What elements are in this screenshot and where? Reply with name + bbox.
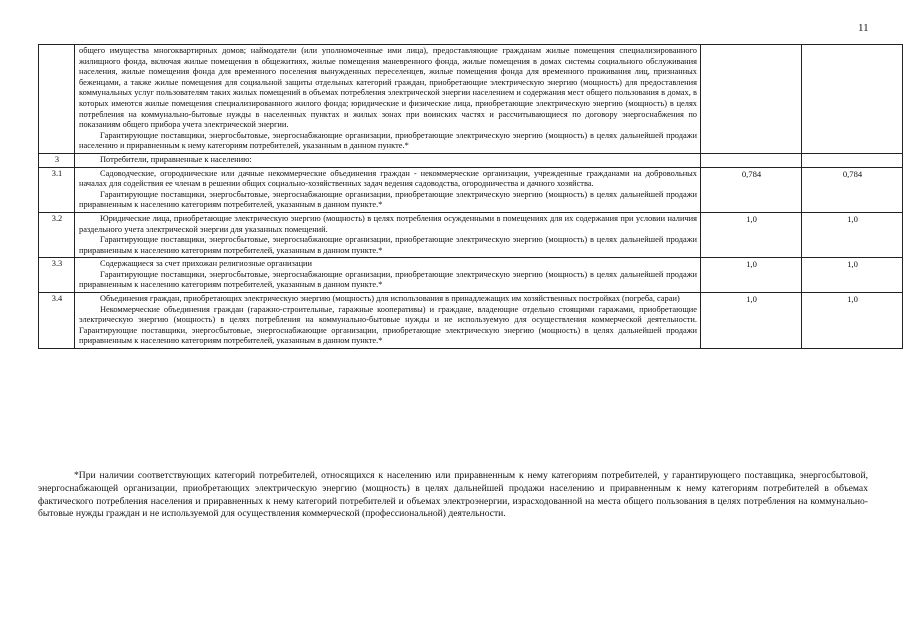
row-description (75, 212, 701, 257)
description-paragraph: Гарантирующие поставщики, энергосбытовые, энергоснабжающие организации, приобретающие электрическую энергию (мощность) в целях дальнейшей продажи приравненным к населению категориям потребителей, указанным в данном пункте.* (79, 235, 697, 255)
description-paragraph: Гарантирующие поставщики, энергосбытовые, энергоснабжающие организации, приобретающие электрическую энергию (мощность) в целях дальнейшей продажи населению и приравненным к нему категориям потребителей, указанным в данном пункте.* (79, 130, 697, 151)
value-cell-1: 1,0 (701, 258, 802, 293)
value-cell-2: 1,0 (802, 293, 903, 349)
row-description (75, 153, 701, 167)
page-number: 11 (858, 22, 869, 34)
description-paragraph: Потребители, приравненные к населению: (100, 154, 252, 164)
value-cell-1 (701, 153, 802, 167)
description-paragraph: Юридические лица, приобретающие электрическую энергию (мощность) в целях потребления осужденными в помещениях для их содержания при условии наличия раздельного учета электрической энергии для указанных помещений. (79, 213, 697, 234)
value-cell-2: 0,784 (802, 167, 903, 212)
row-number: 3.1 (39, 167, 75, 212)
description-paragraph: Содержащиеся за счет прихожан религиозные организации (100, 259, 313, 269)
table-row (39, 258, 903, 293)
value-cell-1: 0,784 (701, 167, 802, 212)
table-row (39, 293, 903, 349)
value-cell-2 (802, 153, 903, 167)
description-paragraph: Гарантирующие поставщики, энергосбытовые, энергоснабжающие организации, приобретающие электрическую энергию (мощность) в целях дальнейшей продажи приравненным к населению категориям потребителей, указанным в данном пункте.* (79, 189, 697, 210)
row-description (75, 45, 701, 154)
table-row (39, 45, 903, 154)
tariff-table (38, 44, 903, 349)
value-cell-1: 1,0 (701, 293, 802, 349)
description-paragraph: общего имущества многоквартирных домов; наймодатели (или уполномоченные ими лица), предоставляющие гражданам жилые помещения специализированного жилищного фонда, включая жилые помещения в общежитиях, жилые помещения маневренного фонда, жилые помещения в домах системы социального обслуживания населения, жилые помещения фонда для временного поселения вынужденных переселенцев, жилые помещения фонда для временного проживания лиц, признанных беженцами, а также жилые помещения для социальной защиты отдельных категорий граждан, приобретающие электрическую энергию (мощность) для предоставления коммунальных услуг пользователям таких жилых помещений в объемах потребления электрической энергии населением и содержания мест общего пользования в домах, в которых имеются жилые помещения специализированного жилого фонда; юридические и физические лица, приобретающие электрическую энергию (мощность) в целях потребления на коммунально-бытовые нужды в населенных пунктах и жилых зонах при воинских частях и рассчитывающиеся по договору энергоснабжения по показаниям общего прибора учета электрической энергии. (79, 46, 697, 130)
row-description (75, 293, 701, 349)
row-description (75, 258, 701, 293)
row-number (39, 45, 75, 154)
row-number: 3 (39, 153, 75, 167)
description-paragraph: Объединения граждан, приобретающих электрическую энергию (мощность) для использования в принадлежащих им хозяйственных постройках (погреба, сараи) (100, 294, 680, 304)
row-number: 3.3 (39, 258, 75, 293)
footnote: *При наличии соответствующих категорий потребителей, относящихся к населению или приравненным к нему категориям потребителей, у гарантирующего поставщика, энергосбытовой, энергоснабжающей организации, приобретающих электрическую энергию (мощность) в целях дальнейшей продажи населению и приравненным к нему категориям потребителей в объемах фактического потребления населения и приравненных к нему категорий потребителей и объемах электроэнергии, израсходованной на места общего пользования в целях потребления на коммунально-бытовые нужды граждан и не используемой для осуществления коммерческой (профессиональной) деятельности. (38, 470, 868, 520)
table-row (39, 167, 903, 212)
value-cell-2: 1,0 (802, 258, 903, 293)
description-paragraph: Некоммерческие объединения граждан (гаражно-строительные, гаражные кооперативы) и граждане, владеющие отдельно стоящими гаражами, приобретающие электрическую энергию (мощность) в целях потребления на коммунально-бытовые нужды и не используемую для осуществления коммерческой деятельности. Гарантирующие поставщики, энергосбытовые, энергоснабжающие организации, приобретающие электрическую энергию (мощность) в целях дальнейшей продажи приравненным к населению категориям потребителей, указанным в данном пункте.* (79, 304, 697, 346)
table-row (39, 212, 903, 257)
value-cell-2 (802, 45, 903, 154)
description-paragraph: Садоводческие, огороднические или дачные некоммерческие объединения граждан - некоммерческие организации, учрежденные гражданами на добровольных началах для содействия ее членам в решении общих социально-хозяйственных задач ведения садоводства, огородничества и дачного хозяйства. (79, 168, 697, 189)
value-cell-1 (701, 45, 802, 154)
value-cell-1: 1,0 (701, 212, 802, 257)
value-cell-2: 1,0 (802, 212, 903, 257)
row-number: 3.2 (39, 212, 75, 257)
row-description (75, 167, 701, 212)
row-number: 3.4 (39, 293, 75, 349)
description-paragraph: Гарантирующие поставщики, энергосбытовые, энергоснабжающие организации, приобретающие электрическую энергию (мощность) в целях дальнейшей продажи приравненным к населению категориям потребителей, указанным в данном пункте.* (79, 269, 697, 290)
table-row (39, 153, 903, 167)
